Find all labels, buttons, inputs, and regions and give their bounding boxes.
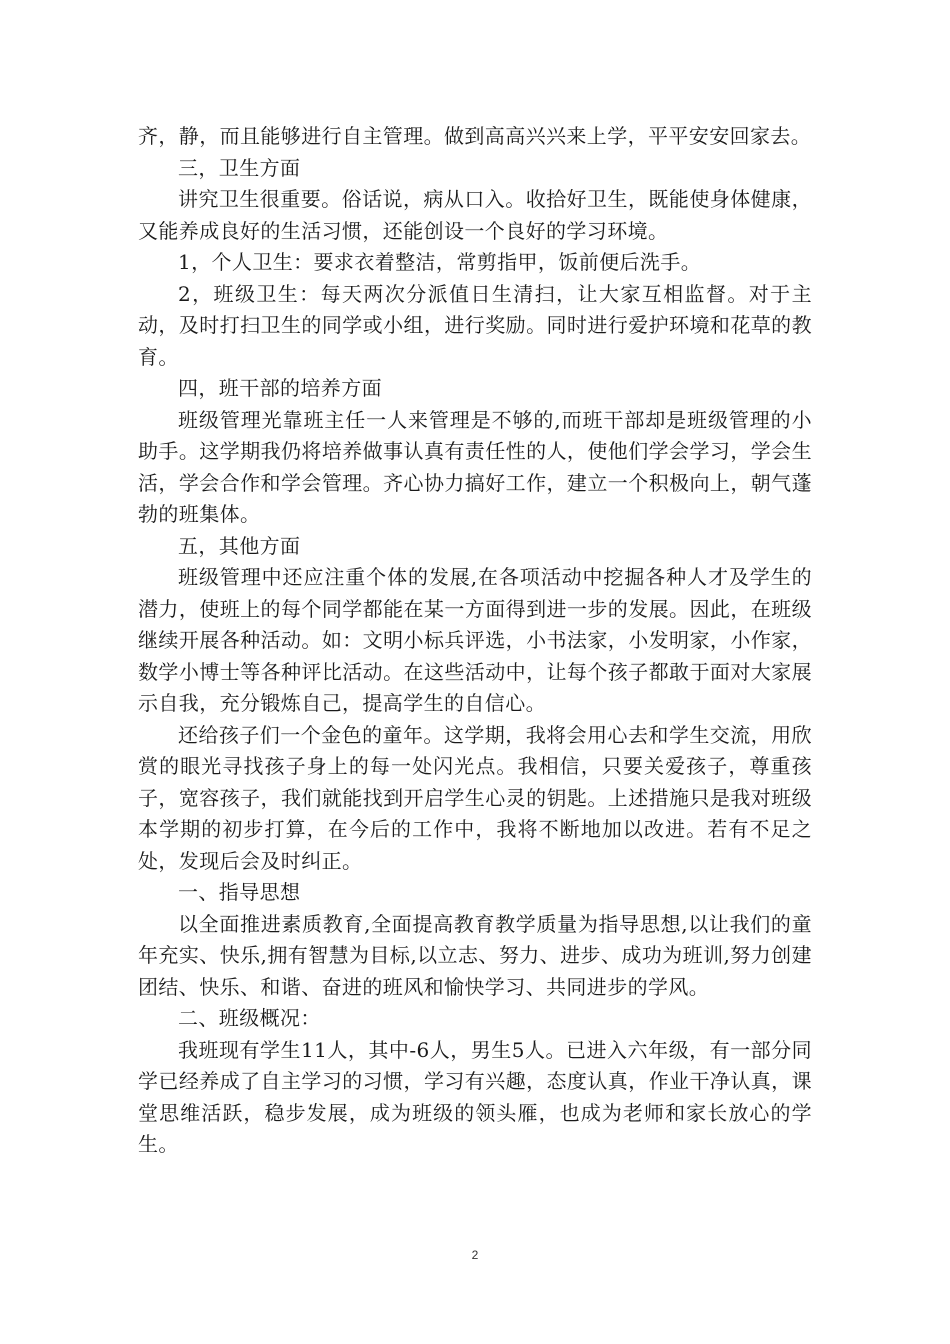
paragraph: 以全面推进素质教育,全面提高教育教学质量为指导思想,以让我们的童年充实、快乐,拥有智慧为目标,以立志、努力、进步、成功为班训,努力创建团结、快乐、和谐、奋进的班风和愉快学习、共同进步的学风。 — [138, 911, 812, 999]
list-item: 2，班级卫生：每天两次分派值日生清扫，让大家互相监督。对于主动，及时打扫卫生的同学或小组，进行奖励。同时进行爱护环境和花草的教育。 — [138, 281, 812, 369]
paragraph: 我班现有学生11人，其中-6人，男生5人。已进入六年级，有一部分同学已经养成了自主学习的习惯，学习有兴趣，态度认真，作业干净认真，课堂思维活跃，稳步发展，成为班级的领头雁，也成为老师和家长放心的学生。 — [138, 1037, 812, 1156]
section-heading: 五，其他方面 — [178, 533, 301, 558]
section-heading: 二、班级概况： — [178, 1006, 321, 1030]
document-body — [138, 121, 812, 1161]
section-heading: 三，卫生方面 — [178, 155, 301, 180]
paragraph: 还给孩子们一个金色的童年。这学期，我将会用心去和学生交流，用欣赏的眼光寻找孩子身上的每一处闪光点。我相信，只要关爱孩子，尊重孩子，宽容孩子，我们就能找到开启学生心灵的钥匙。上述措施只是我对班级本学期的初步打算，在今后的工作中，我将不断地加以改进。若有不足之处，发现后会及时纠正。 — [138, 722, 812, 873]
section-heading: 一、指导思想 — [178, 880, 301, 904]
paragraph: 班级管理光靠班主任一人来管理是不够的,而班干部却是班级管理的小助手。这学期我仍将培养做事认真有责任性的人，使他们学会学习，学会生活，学会合作和学会管理。齐心协力搞好工作，建立一个积极向上，朝气蓬勃的班集体。 — [138, 407, 812, 526]
paragraph: 齐，静，而且能够进行自主管理。做到高高兴兴来上学，平平安安回家去。 — [138, 124, 812, 148]
section-heading: 四，班干部的培养方面 — [178, 376, 382, 400]
paragraph: 班级管理中还应注重个体的发展,在各项活动中挖掘各种人才及学生的潜力，使班上的每个同学都能在某一方面得到进一步的发展。因此，在班级继续开展各种活动。如：文明小标兵评选，小书法家，小发明家，小作家，数学小博士等各种评比活动。在这些活动中，让每个孩子都敢于面对大家展示自我，充分锻炼自己，提高学生的自信心。 — [138, 565, 812, 715]
paragraph: 讲究卫生很重要。俗话说，病从口入。收拾好卫生，既能使身体健康，又能养成良好的生活习惯，还能创设一个良好的学习环境。 — [138, 187, 812, 243]
list-item: 1，个人卫生：要求衣着整洁，常剪指甲，饭前便后洗手。 — [178, 250, 702, 274]
page-number: 2 — [471, 1248, 479, 1262]
